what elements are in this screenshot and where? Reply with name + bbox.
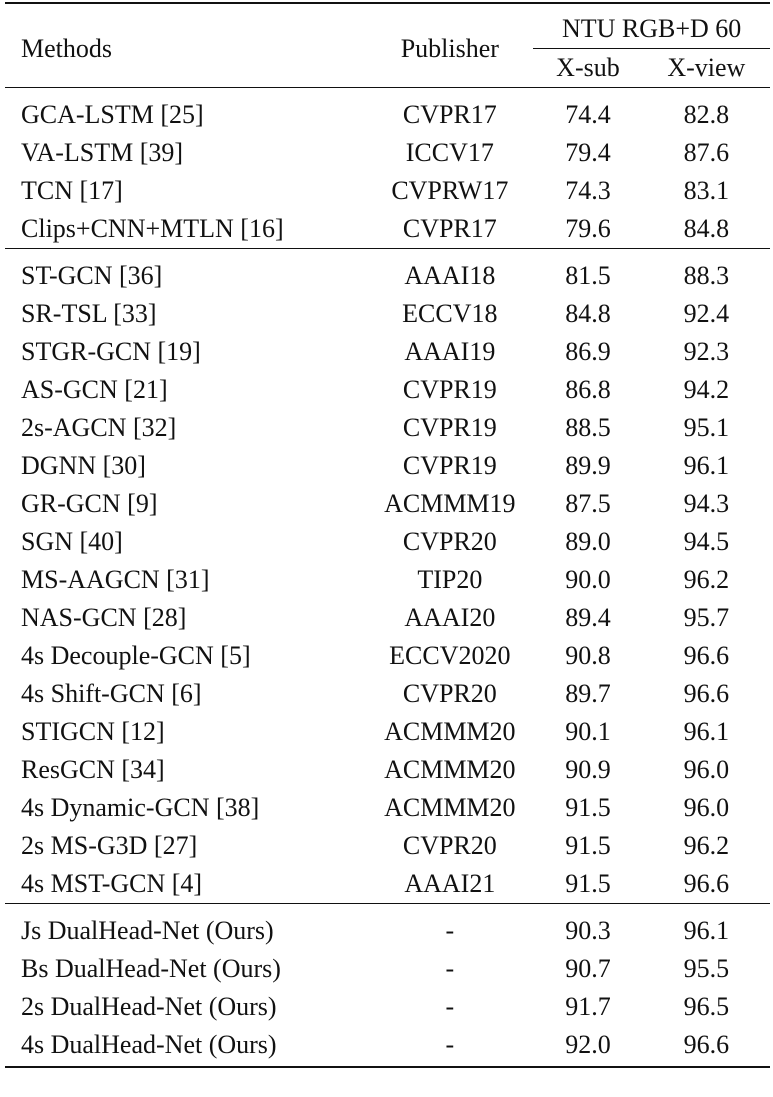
method-cell: GCA-LSTM [25] — [5, 88, 366, 135]
table-row — [5, 675, 770, 713]
table-row — [5, 637, 770, 675]
xsub-cell: 88.5 — [565, 413, 611, 442]
xview-cell: 96.5 — [683, 992, 730, 1021]
xsub-cell: 86.9 — [565, 337, 611, 366]
xsub-cell: 86.8 — [565, 375, 611, 404]
xsub-cell: 91.5 — [565, 869, 611, 898]
xsub-cell: 90.0 — [565, 565, 611, 594]
method-cell: DGNN [30] — [21, 451, 146, 480]
publisher-cell: AAAI21 — [404, 869, 496, 898]
table-row — [5, 371, 770, 409]
xview-cell: 94.2 — [683, 375, 730, 404]
xview-cell: 88.3 — [643, 249, 770, 296]
xview-cell: 96.1 — [643, 904, 770, 951]
xsub-cell: 91.5 — [565, 831, 611, 860]
publisher-cell: AAAI20 — [404, 603, 496, 632]
table-body — [5, 88, 770, 1068]
xview-cell: 96.6 — [683, 869, 730, 898]
xsub-cell: 89.0 — [565, 527, 611, 556]
publisher-cell: CVPR19 — [402, 451, 497, 480]
xsub-cell: 90.9 — [565, 755, 611, 784]
xview-cell: 92.3 — [683, 337, 730, 366]
xsub-cell: 87.5 — [565, 489, 611, 518]
method-cell: 2s MS-G3D [27] — [21, 831, 198, 860]
xsub-cell: 84.8 — [565, 299, 611, 328]
table-row — [5, 1026, 770, 1067]
xsub-cell: 89.7 — [565, 679, 611, 708]
method-cell: 4s Decouple-GCN [5] — [21, 641, 251, 670]
method-cell: 2s-AGCN [32] — [21, 413, 177, 442]
publisher-cell: CVPR20 — [402, 679, 497, 708]
publisher-cell: ACMMM19 — [384, 489, 516, 518]
table-row — [5, 865, 770, 904]
xview-cell: 84.8 — [683, 214, 730, 243]
xsub-cell: 89.9 — [565, 451, 611, 480]
publisher-cell: CVPR20 — [402, 831, 497, 860]
publisher-cell: CVPR17 — [402, 214, 497, 243]
table-row — [5, 249, 770, 296]
publisher-cell: ACMMM20 — [384, 793, 516, 822]
method-cell: NAS-GCN [28] — [21, 603, 187, 632]
method-cell: Bs DualHead-Net (Ours) — [21, 954, 281, 983]
header-publisher: Publisher — [400, 33, 499, 63]
table-row — [5, 827, 770, 865]
xsub-cell: 79.6 — [565, 214, 611, 243]
method-cell: SGN [40] — [21, 527, 123, 556]
xview-cell: 96.1 — [683, 717, 730, 746]
xview-cell: 96.6 — [683, 679, 730, 708]
publisher-cell: ECCV2020 — [389, 641, 511, 670]
xview-cell: 96.0 — [683, 755, 730, 784]
xview-cell: 95.5 — [683, 954, 730, 983]
xsub-cell: 74.3 — [565, 176, 611, 205]
method-cell: MS-AAGCN [31] — [21, 565, 210, 594]
xsub-cell: 91.5 — [565, 793, 611, 822]
method-cell: STIGCN [12] — [21, 717, 165, 746]
xview-cell: 82.8 — [643, 88, 770, 135]
xview-cell: 96.2 — [683, 565, 730, 594]
method-cell: GR-GCN [9] — [21, 489, 158, 518]
table-row — [5, 950, 770, 988]
method-cell: 2s DualHead-Net (Ours) — [21, 992, 277, 1021]
header-xview: X-view — [667, 53, 746, 82]
table-row — [5, 751, 770, 789]
table-row — [5, 988, 770, 1026]
publisher-cell: ECCV18 — [402, 299, 498, 328]
publisher-cell: - — [366, 904, 533, 951]
xview-cell: 96.6 — [643, 1026, 770, 1067]
method-cell: Js DualHead-Net (Ours) — [5, 904, 366, 951]
header-dataset: NTU RGB+D 60 — [533, 3, 770, 49]
publisher-cell: - — [445, 992, 455, 1021]
header-xsub: X-sub — [556, 53, 620, 82]
xview-cell: 96.1 — [683, 451, 730, 480]
table-row — [5, 295, 770, 333]
xview-cell: 95.7 — [683, 603, 730, 632]
method-cell: 4s MST-GCN [4] — [21, 869, 203, 898]
method-cell: VA-LSTM [39] — [21, 138, 184, 167]
table-row — [5, 523, 770, 561]
publisher-cell: ICCV17 — [405, 138, 494, 167]
table-header — [5, 3, 770, 88]
table-row — [5, 210, 770, 249]
table-row — [5, 713, 770, 751]
publisher-cell: CVPR20 — [402, 527, 497, 556]
xview-cell: 95.1 — [683, 413, 730, 442]
method-cell: 4s DualHead-Net (Ours) — [5, 1026, 366, 1067]
method-cell: 4s Dynamic-GCN [38] — [21, 793, 260, 822]
method-cell: Clips+CNN+MTLN [16] — [21, 214, 284, 243]
publisher-cell: TIP20 — [417, 565, 483, 594]
publisher-cell: ACMMM20 — [384, 717, 516, 746]
xsub-cell: 90.1 — [565, 717, 611, 746]
xsub-cell: 91.7 — [565, 992, 611, 1021]
publisher-cell: CVPR19 — [402, 413, 497, 442]
method-cell: ResGCN [34] — [21, 755, 165, 784]
method-cell: 4s Shift-GCN [6] — [21, 679, 202, 708]
publisher-cell: - — [445, 954, 455, 983]
publisher-cell: - — [366, 1026, 533, 1067]
table-row — [5, 789, 770, 827]
xsub-cell: 89.4 — [565, 603, 611, 632]
method-cell: SR-TSL [33] — [21, 299, 157, 328]
publisher-cell: CVPR19 — [402, 375, 497, 404]
xsub-cell: 79.4 — [565, 138, 611, 167]
xsub-cell: 81.5 — [533, 249, 642, 296]
publisher-cell: CVPR17 — [366, 88, 533, 135]
xview-cell: 94.3 — [683, 489, 730, 518]
xview-cell: 83.1 — [683, 176, 730, 205]
table-row — [5, 134, 770, 172]
method-cell: AS-GCN [21] — [21, 375, 168, 404]
xsub-cell: 74.4 — [533, 88, 642, 135]
header-row-top — [5, 3, 770, 49]
xview-cell: 96.0 — [683, 793, 730, 822]
xview-cell: 94.5 — [683, 527, 730, 556]
xsub-cell: 90.7 — [565, 954, 611, 983]
xview-cell: 92.4 — [683, 299, 730, 328]
table-row — [5, 409, 770, 447]
table-row — [5, 485, 770, 523]
results-table — [5, 2, 770, 1068]
table-row — [5, 599, 770, 637]
table-row — [5, 561, 770, 599]
xsub-cell: 90.8 — [565, 641, 611, 670]
table-row — [5, 447, 770, 485]
table-row — [5, 904, 770, 951]
xview-cell: 87.6 — [683, 138, 730, 167]
table-row — [5, 88, 770, 135]
method-cell: STGR-GCN [19] — [21, 337, 201, 366]
xview-cell: 96.2 — [683, 831, 730, 860]
header-methods: Methods — [21, 33, 112, 63]
publisher-cell: ACMMM20 — [384, 755, 516, 784]
xview-cell: 96.6 — [683, 641, 730, 670]
method-cell: TCN [17] — [21, 176, 123, 205]
publisher-cell: AAAI19 — [404, 337, 496, 366]
table-row — [5, 333, 770, 371]
publisher-cell: AAAI18 — [366, 249, 533, 296]
table-row — [5, 172, 770, 210]
method-cell: ST-GCN [36] — [5, 249, 366, 296]
publisher-cell: CVPRW17 — [391, 176, 509, 205]
xsub-cell: 90.3 — [533, 904, 642, 951]
xsub-cell: 92.0 — [533, 1026, 642, 1067]
